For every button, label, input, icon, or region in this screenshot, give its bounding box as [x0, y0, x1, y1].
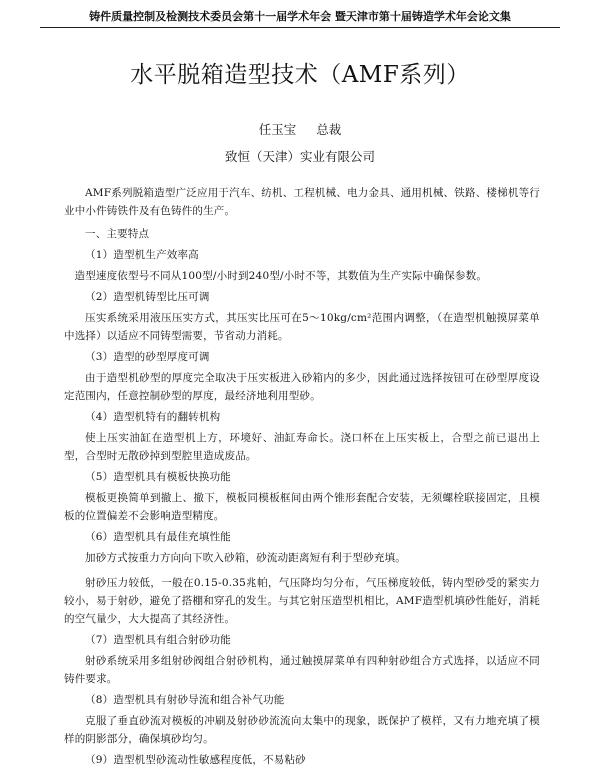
- item-heading: （1）造型机生产效率高: [85, 249, 199, 261]
- author-role: 总裁: [316, 122, 342, 137]
- item-text: 模板更换简单到撤上、撤下，模板同模板框间由两个锥形套配合安装，无须螺栓联接固定，且模板的位置偏差不会影响造型精度。: [64, 492, 540, 522]
- item-heading: （2）造型机铸型比压可调: [85, 291, 210, 303]
- item-heading: （6）造型机具有最佳充填性能: [85, 531, 231, 543]
- item-text: 射砂系统采用多组射砂阀组合射砂机构，通过触摸屏菜单有四种射砂组合方式选择，以适应不同铸件要求。: [64, 655, 540, 685]
- author-line: [0, 120, 600, 138]
- item-text: 克服了垂直砂流对模板的冲刷及射砂砂流流向太集中的现象，既保护了模样，又有力地充填了模样的阴影部分，确保填砂均匀。: [64, 715, 540, 745]
- item-heading: （3）造型的砂型厚度可调: [85, 351, 210, 363]
- item-heading: （4）造型机特有的翻转机构: [85, 411, 221, 423]
- item-text: 造型速度依型号不同从100型/小时到240型/小时不等，其数值为生产实际中确保参数。: [74, 270, 488, 282]
- item-heading: （7）造型机具有组合射砂功能: [85, 634, 231, 646]
- item-heading: （8）造型机具有射砂导流和组合补气功能: [85, 694, 285, 706]
- item-text: 加砂方式按重力方向向下吹入砂箱，砂流动距离短有利于型砂充填。: [85, 552, 406, 564]
- affiliation: 致恒（天津）实业有限公司: [224, 149, 375, 164]
- section-heading: 一、主要特点: [85, 228, 150, 240]
- author-name: 任玉宝: [258, 122, 297, 137]
- paper-body: [64, 184, 540, 772]
- item-heading: （9）造型机型砂流动性敏感程度低，不易粘砂: [85, 754, 306, 766]
- item-heading: （5）造型机具有模板快换功能: [85, 471, 231, 483]
- proceedings-header: 铸件质量控制及检测技术委员会第十一届学术年会 暨天津市第十届铸造学术年会论文集: [40, 8, 560, 28]
- item-text: 射砂压力较低，一般在0.15-0.35兆帕，气压降均匀分布，气压梯度较低，铸内型砂受的紧实力较小，易于射砂，避免了搭棚和穿孔的发生。与其它射压造型机相比，AMF造型机填砂性能好，消耗的空气量少，大大提高了其经济性。: [64, 577, 540, 625]
- item-text: 压实系统采用液压压实方式，其压实比压可在5～10kg/cm²范围内调整，（在造型机触摸屏菜单中选择）以适应不同铸型需要，节省动力消耗。: [64, 312, 540, 342]
- item-text: 由于造型机砂型的厚度完全取决于压实板进入砂箱内的多少，因此通过选择按钮可在砂型厚度设定范围内，任意控制砂型的厚度，最经济地利用型砂。: [64, 372, 540, 402]
- item-text: 使上压实油缸在造型机上方，环境好、油缸寿命长。浇口杯在上压实板上，合型之前已退出上型，合型时无散砂掉到型腔里造成废品。: [64, 432, 540, 462]
- intro-paragraph: AMF系列脱箱造型广泛应用于汽车、纺机、工程机械、电力金具、通用机械、铁路、楼梯机等行业中小件铸铁件及有色铸件的生产。: [64, 187, 540, 217]
- paper-title: 水平脱箱造型技术（AMF系列）: [130, 62, 470, 88]
